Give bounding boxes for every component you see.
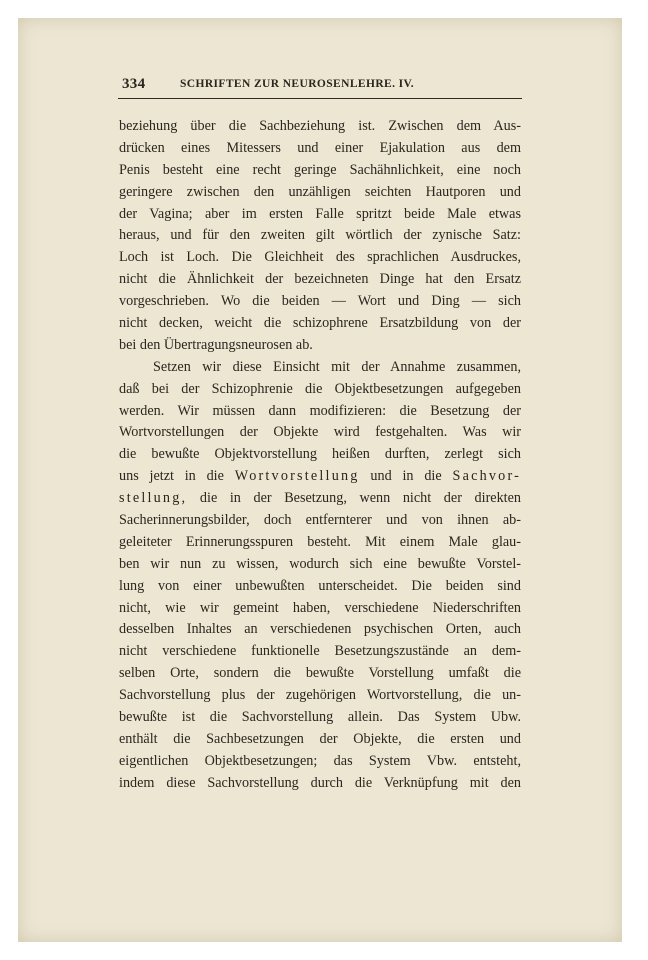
text-line: Wortvorstellungen der Objekte wird festgehalten. Was wir xyxy=(119,424,521,441)
text-line: vorgeschrieben. Wo die beiden — Wort und Ding — sich xyxy=(119,293,521,310)
text-line: geleiteter Erinnerungsspuren besteht. Mit einem Male glau- xyxy=(119,533,521,550)
text-line: nicht decken, weicht die schizophrene Ersatzbildung von der xyxy=(119,315,521,332)
text-line: lung von einer unbewußten unterscheidet. Die beiden sind xyxy=(119,577,521,594)
text-line xyxy=(119,488,521,510)
text-line: enthält die Sachbesetzungen der Objekte, die ersten und xyxy=(119,730,521,747)
paragraph-start-line: Setzen wir diese Einsicht mit der Annahme zusammen, xyxy=(153,358,521,375)
text-line: die bewußte Objektvorstellung heißen durften, zerlegt sich xyxy=(119,446,521,463)
text-line: nicht, wie wir gemeint haben, verschiedene Niederschriften xyxy=(119,599,521,616)
text-line: nicht verschiedene funktionelle Besetzungszustände an dem- xyxy=(119,643,521,660)
page-number: 334 xyxy=(122,76,146,92)
text-run: und in die xyxy=(370,468,442,485)
text-line: Loch ist Loch. Die Gleichheit des sprachlichen Ausdruckes, xyxy=(119,249,521,266)
emphasis-sachvorstellung-part1: Sachvor- xyxy=(452,468,521,485)
text-line: ben wir nun zu wissen, wodurch sich eine bewußte Vorstel- xyxy=(119,555,521,572)
text-line: eigentlichen Objektbesetzungen; das System Vbw. entsteht, xyxy=(119,752,521,769)
text-line: drücken eines Mitessers und einer Ejakulation aus dem xyxy=(119,139,521,156)
text-line: Penis besteht eine recht geringe Sachähnlichkeit, eine noch xyxy=(119,161,521,178)
book-page xyxy=(18,18,622,942)
text-line: werden. Wir müssen dann modifizieren: die Besetzung der xyxy=(119,402,521,419)
page-header xyxy=(118,76,522,99)
text-line: geringere zwischen den unzähligen seichten Hautporen und xyxy=(119,183,521,200)
text-line: selben Orte, sondern die bewußte Vorstellung umfaßt die xyxy=(119,665,521,682)
text-line: Sachvorstellung plus der zugehörigen Wortvorstellung, die un- xyxy=(119,687,521,704)
text-line: daß bei der Schizophrenie die Objektbesetzungen aufgegeben xyxy=(119,380,521,397)
text-line: der Vagina; aber im ersten Falle spritzt beide Male etwas xyxy=(119,205,521,222)
body-text xyxy=(119,116,521,795)
text-run: die in der Besetzung, wenn nicht der direkten xyxy=(199,490,521,507)
text-run: uns jetzt in die xyxy=(119,468,224,485)
text-line: desselben Inhaltes an verschiedenen psychischen Orten, auch xyxy=(119,621,521,638)
text-line: bewußte ist die Sachvorstellung allein. Das System Ubw. xyxy=(119,709,521,726)
running-head: SCHRIFTEN ZUR NEUROSENLEHRE. IV. xyxy=(180,78,415,90)
emphasis-wortvorstellung: Wortvorstellung xyxy=(234,468,360,485)
text-line xyxy=(119,466,521,488)
emphasis-sachvorstellung-part2: stellung, xyxy=(119,490,188,507)
text-line: heraus, und für den zweiten gilt wörtlich der zynische Satz: xyxy=(119,227,521,244)
text-line: Sacherinnerungsbilder, doch entfernterer und von ihnen ab- xyxy=(119,512,521,529)
text-line: beziehung über die Sachbeziehung ist. Zwischen dem Aus- xyxy=(119,118,521,134)
text-line: nicht die Ähnlichkeit der bezeichneten Dinge hat den Ersatz xyxy=(119,271,521,288)
text-line: indem diese Sachvorstellung durch die Verknüpfung mit den xyxy=(119,774,521,791)
paragraph-end-line: bei den Übertragungsneurosen ab. xyxy=(119,336,313,353)
